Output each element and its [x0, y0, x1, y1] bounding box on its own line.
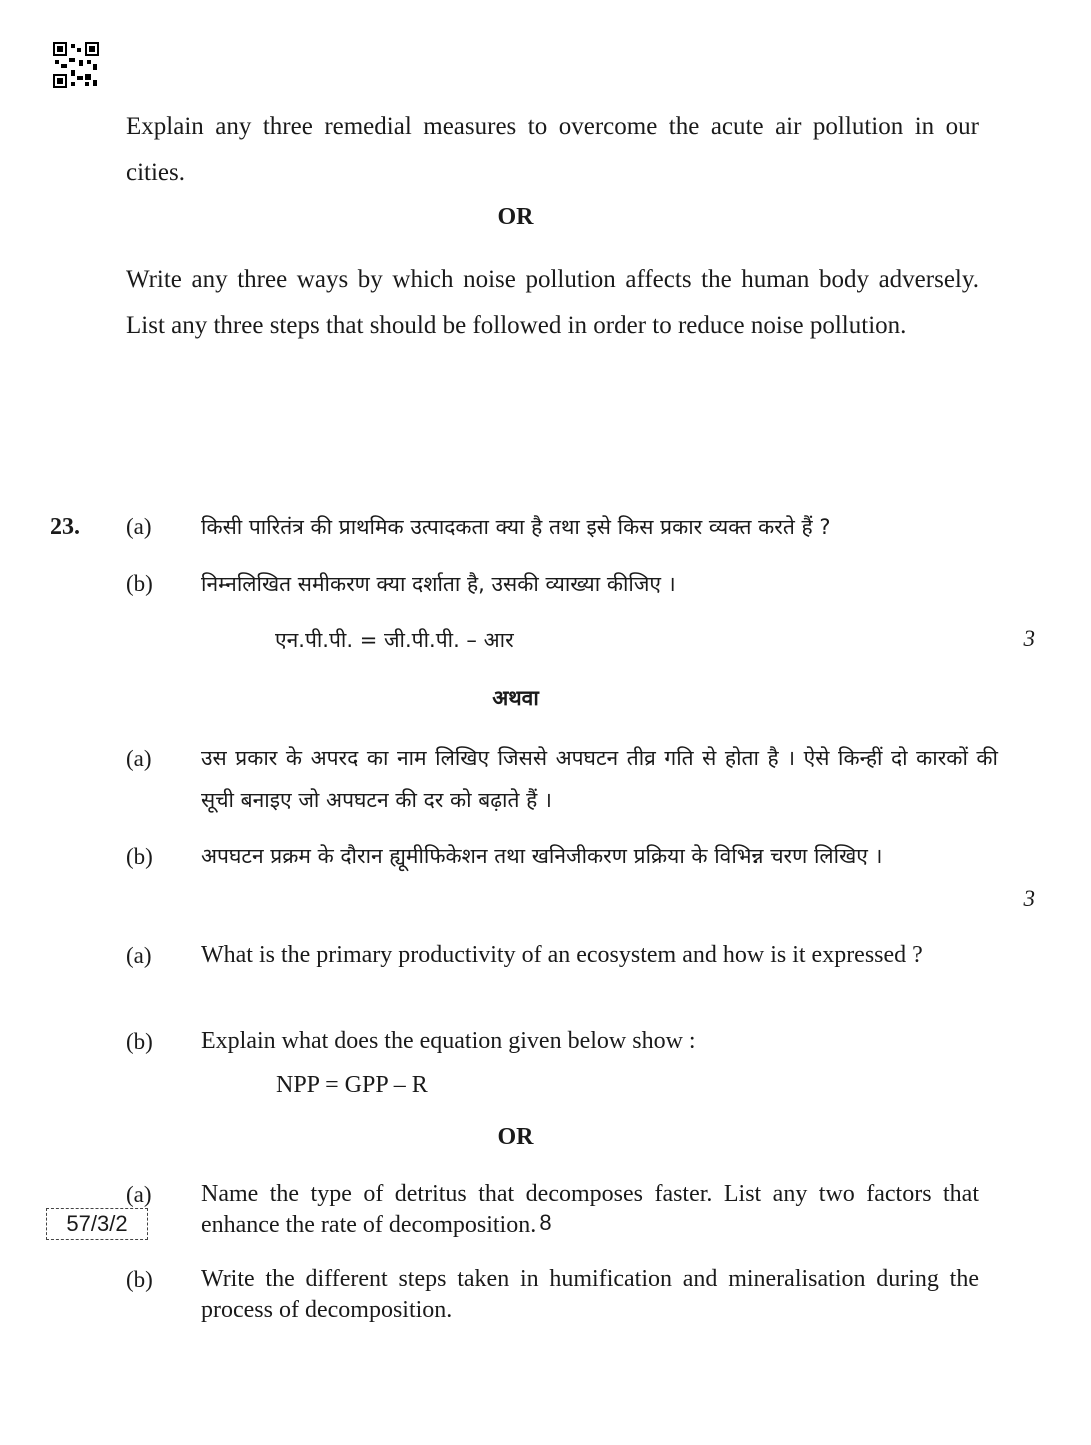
- marks: 3: [1023, 626, 1035, 651]
- page-number: 8: [539, 1210, 552, 1235]
- q23-en-a-label: (a): [126, 943, 152, 968]
- q23-hi-b-label: (b): [126, 571, 153, 596]
- q23-hi-equation: एन.पी.पी. = जी.पी.पी. – आर: [275, 628, 514, 652]
- q23-hi-a-text: किसी पारितंत्र की प्राथमिक उत्पादकता क्या है तथा इसे किस प्रकार व्यक्त करते हैं ?: [201, 515, 831, 539]
- or-heading-2: OR: [497, 1124, 534, 1150]
- q23-en-b-label: (b): [126, 1029, 153, 1054]
- q22-para-2: Write any three ways by which noise pollution affects the human body adversely. List any three steps that should be followed in order to reduce noise pollution.: [126, 266, 979, 339]
- question-number: 23.: [50, 514, 80, 540]
- q23-en-or-a-label: (a): [126, 1182, 152, 1207]
- q23-hi-or-b-label: (b): [126, 844, 153, 869]
- q23-hi-b-text: निम्नलिखित समीकरण क्या दर्शाता है, उसकी व्याख्या कीजिए ।: [201, 572, 676, 596]
- qr-code-icon: [53, 42, 99, 88]
- q23-en-equation: NPP = GPP – R: [276, 1072, 428, 1098]
- q23-en-a-text: What is the primary productivity of an ecosystem and how is it expressed ?: [201, 942, 923, 968]
- paper-code-box: 57/3/2: [46, 1208, 148, 1240]
- q23-en-b-text: Explain what does the equation given below show :: [201, 1028, 696, 1054]
- q23-hi-a-label: (a): [126, 514, 152, 539]
- or-heading-hi: अथवा: [492, 686, 539, 710]
- q23-hi-or-a-text: उस प्रकार के अपरद का नाम लिखिए जिससे अपघटन तीव्र गति से होता है । ऐसे किन्हीं दो कारकों की सूची बनाइए जो अपघटन की दर को बढ़ाते हैं ।: [201, 746, 998, 812]
- q23-en-or-a-text: Name the type of detritus that decomposes faster. List any two factors that enhance the rate of decomposition.: [201, 1181, 979, 1238]
- q23-hi-or-b-text: अपघटन प्रक्रम के दौरान ह्यूमीफिकेशन तथा खनिजीकरण प्रक्रिया के विभिन्न चरण लिखिए ।: [201, 844, 883, 868]
- q23-hi-or-a-label: (a): [126, 746, 152, 771]
- or-heading-1: OR: [497, 204, 534, 230]
- q23-en-or-b-text: Write the different steps taken in humification and mineralisation during the process of decomposition.: [201, 1266, 979, 1323]
- marks: 3: [1023, 886, 1035, 911]
- q23-en-or-b-label: (b): [126, 1267, 153, 1292]
- q22-para-1: Explain any three remedial measures to overcome the acute air pollution in our cities.: [126, 113, 979, 186]
